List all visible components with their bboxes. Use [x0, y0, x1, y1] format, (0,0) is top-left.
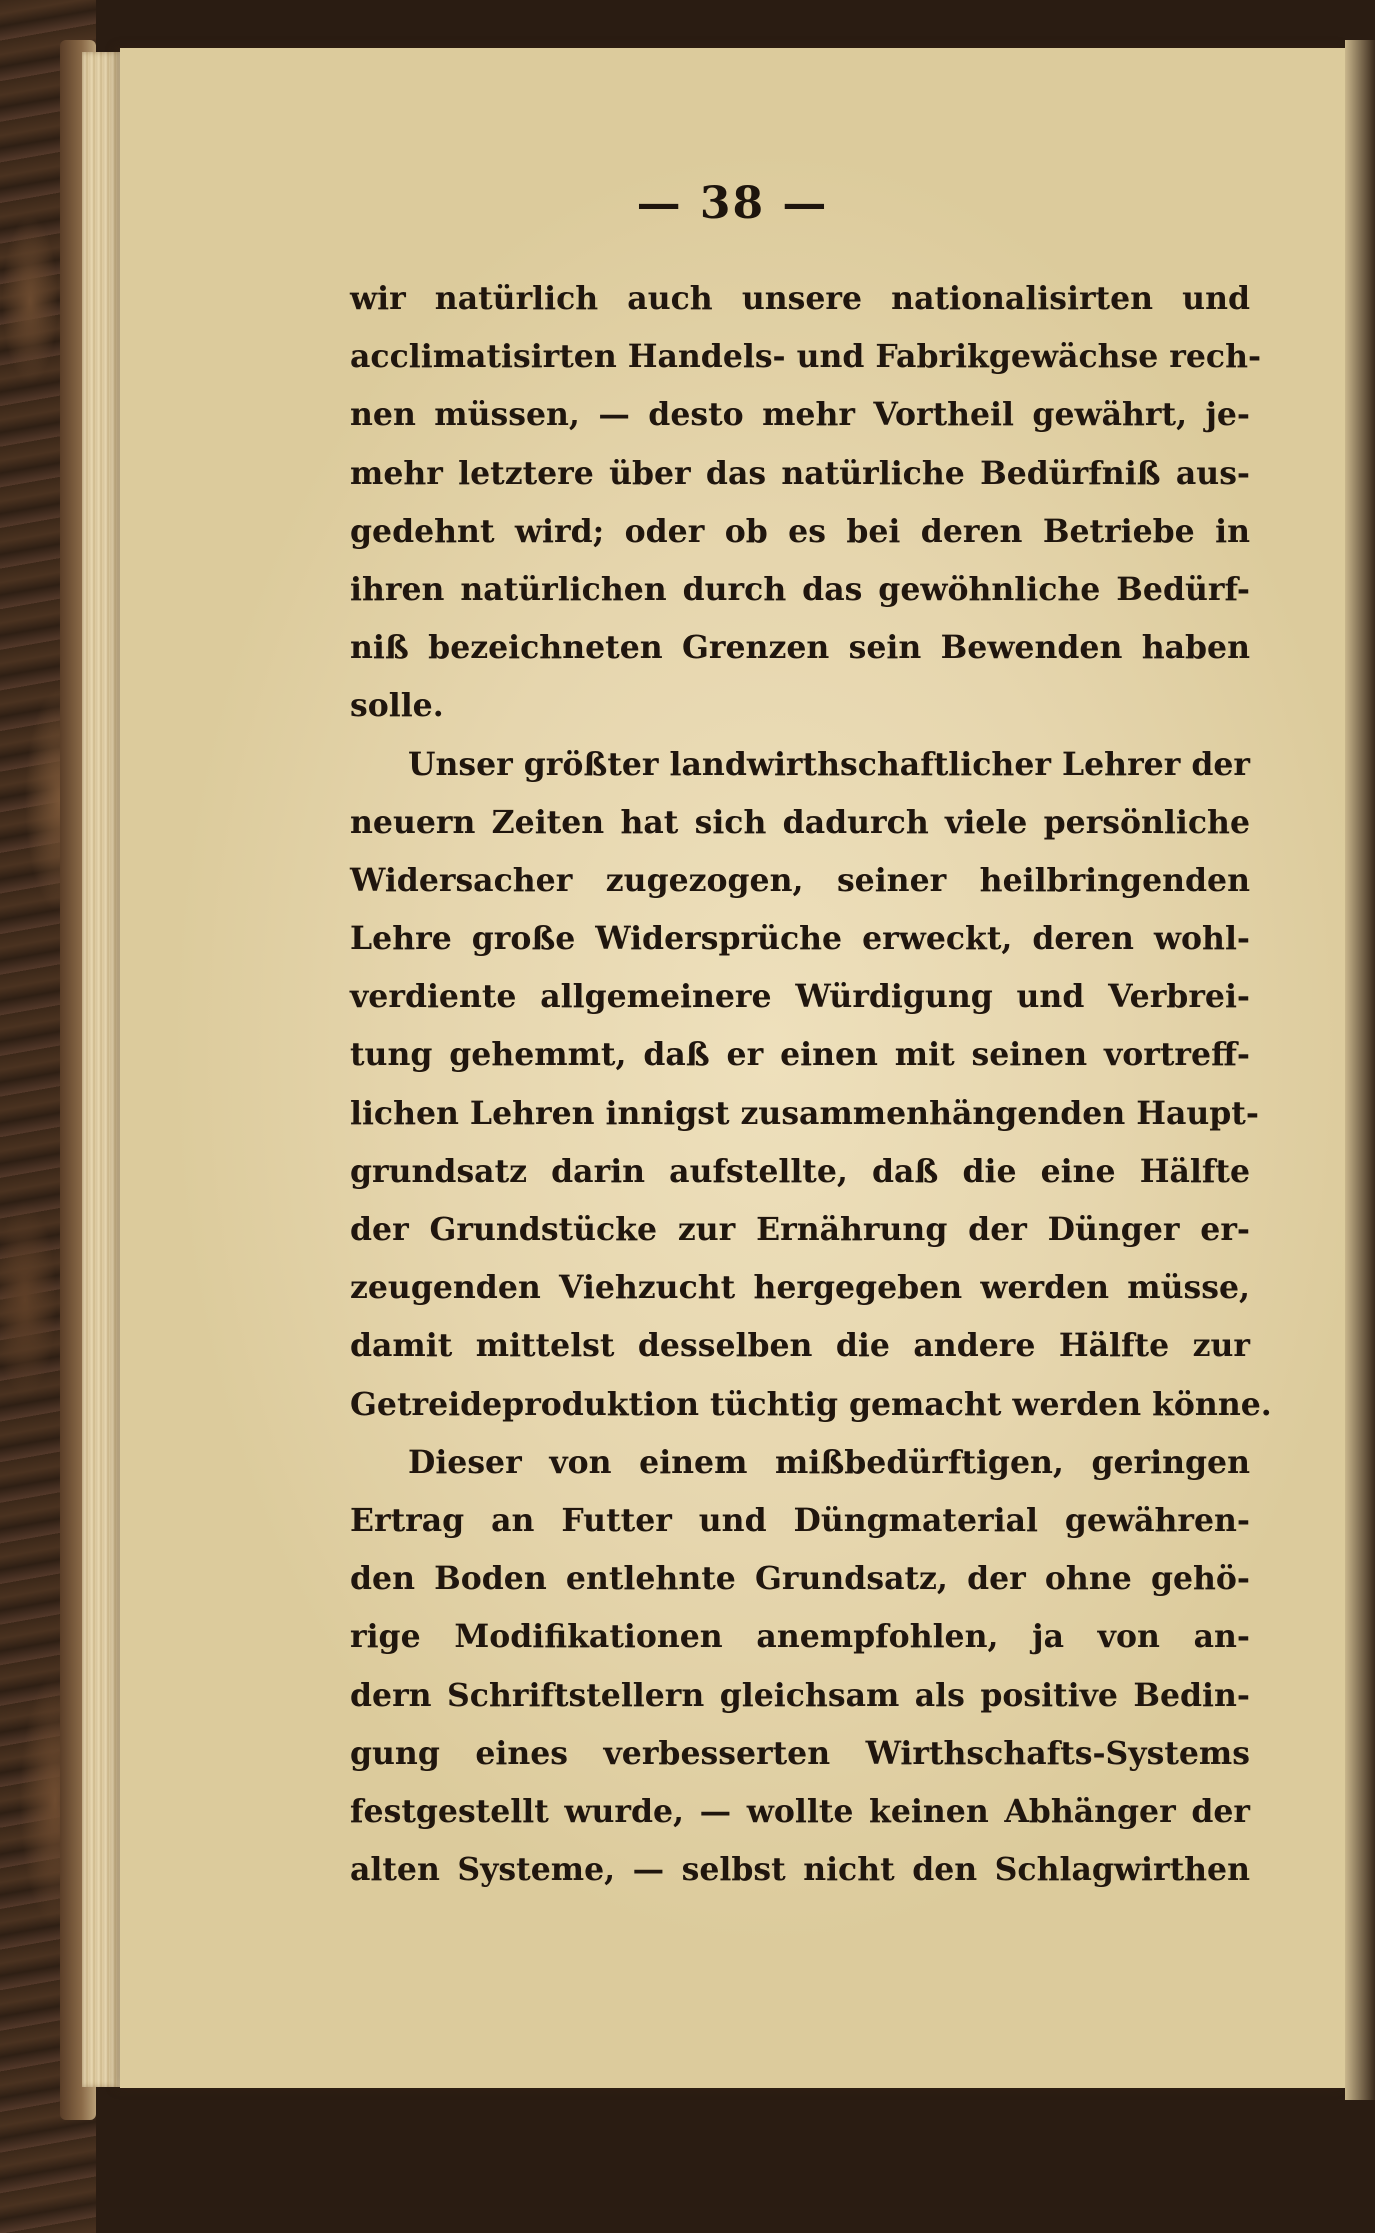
page-right-shadow [1345, 40, 1375, 2100]
text-line: solle. [350, 687, 444, 725]
text-line: damit mittelst desselben die andere Hälfte zur [350, 1327, 1250, 1365]
text-line: Getreideproduktion tüchtig gemacht werden könne. [350, 1385, 1272, 1423]
text-line: Ertrag an Futter und Düngmaterial gewähren- [350, 1501, 1250, 1539]
text-line: acclimatisirten Handels- und Fabrikgewächse rech- [350, 338, 1262, 376]
text-line: gedehnt wird; oder ob es bei deren Betriebe in [350, 512, 1250, 550]
text-line: tung gehemmt, daß er einen mit seinen vortreff- [350, 1036, 1250, 1074]
text-line: den Boden entlehnte Grundsatz, der ohne gehö- [350, 1560, 1250, 1598]
text-line: der Grundstücke zur Ernährung der Dünger er- [350, 1211, 1250, 1248]
text-line: Widersacher zugezogen, seiner heilbringenden [350, 861, 1250, 899]
text-line: niß bezeichneten Grenzen sein Bewenden haben [350, 629, 1250, 667]
text-line: gung eines verbesserten Wirthschafts-Systems [350, 1734, 1250, 1772]
body-text [350, 270, 1272, 1899]
text-line: mehr letztere über das natürliche Bedürfniß aus- [350, 454, 1250, 492]
text-line: wir natürlich auch unsere nationalisirten und [350, 280, 1250, 317]
text-line: dern Schriftstellern gleichsam als positive Bedin- [350, 1676, 1250, 1714]
text-line: Lehre große Widersprüche erweckt, deren wohl- [350, 920, 1250, 958]
text-line: Dieser von einem mißbedürftigen, geringen [408, 1443, 1250, 1481]
text-line: verdiente allgemeinere Würdigung und Verbrei- [350, 978, 1250, 1016]
text-line: neuern Zeiten hat sich dadurch viele persönliche [350, 803, 1250, 841]
text-line: ihren natürlichen durch das gewöhnliche Bedürf- [350, 570, 1250, 608]
text-line: grundsatz darin aufstellte, daß die eine Hälfte [350, 1152, 1250, 1190]
text-line: Unser größter landwirthschaftlicher Lehrer der [408, 745, 1250, 783]
text-line: festgestellt wurde, — wollte keinen Abhänger der [350, 1792, 1250, 1830]
text-line: alten Systeme, — selbst nicht den Schlagwirthen [350, 1851, 1250, 1889]
text-line: zeugenden Viehzucht hergegeben werden müsse, [350, 1269, 1250, 1307]
text-line: nen müssen, — desto mehr Vortheil gewährt, je- [350, 396, 1250, 434]
text-line: rige Modifikationen anempfohlen, ja von an- [350, 1618, 1250, 1656]
page-number-header: — 38 — [636, 178, 829, 229]
text-line: lichen Lehren innigst zusammenhängenden Haupt- [350, 1094, 1259, 1132]
